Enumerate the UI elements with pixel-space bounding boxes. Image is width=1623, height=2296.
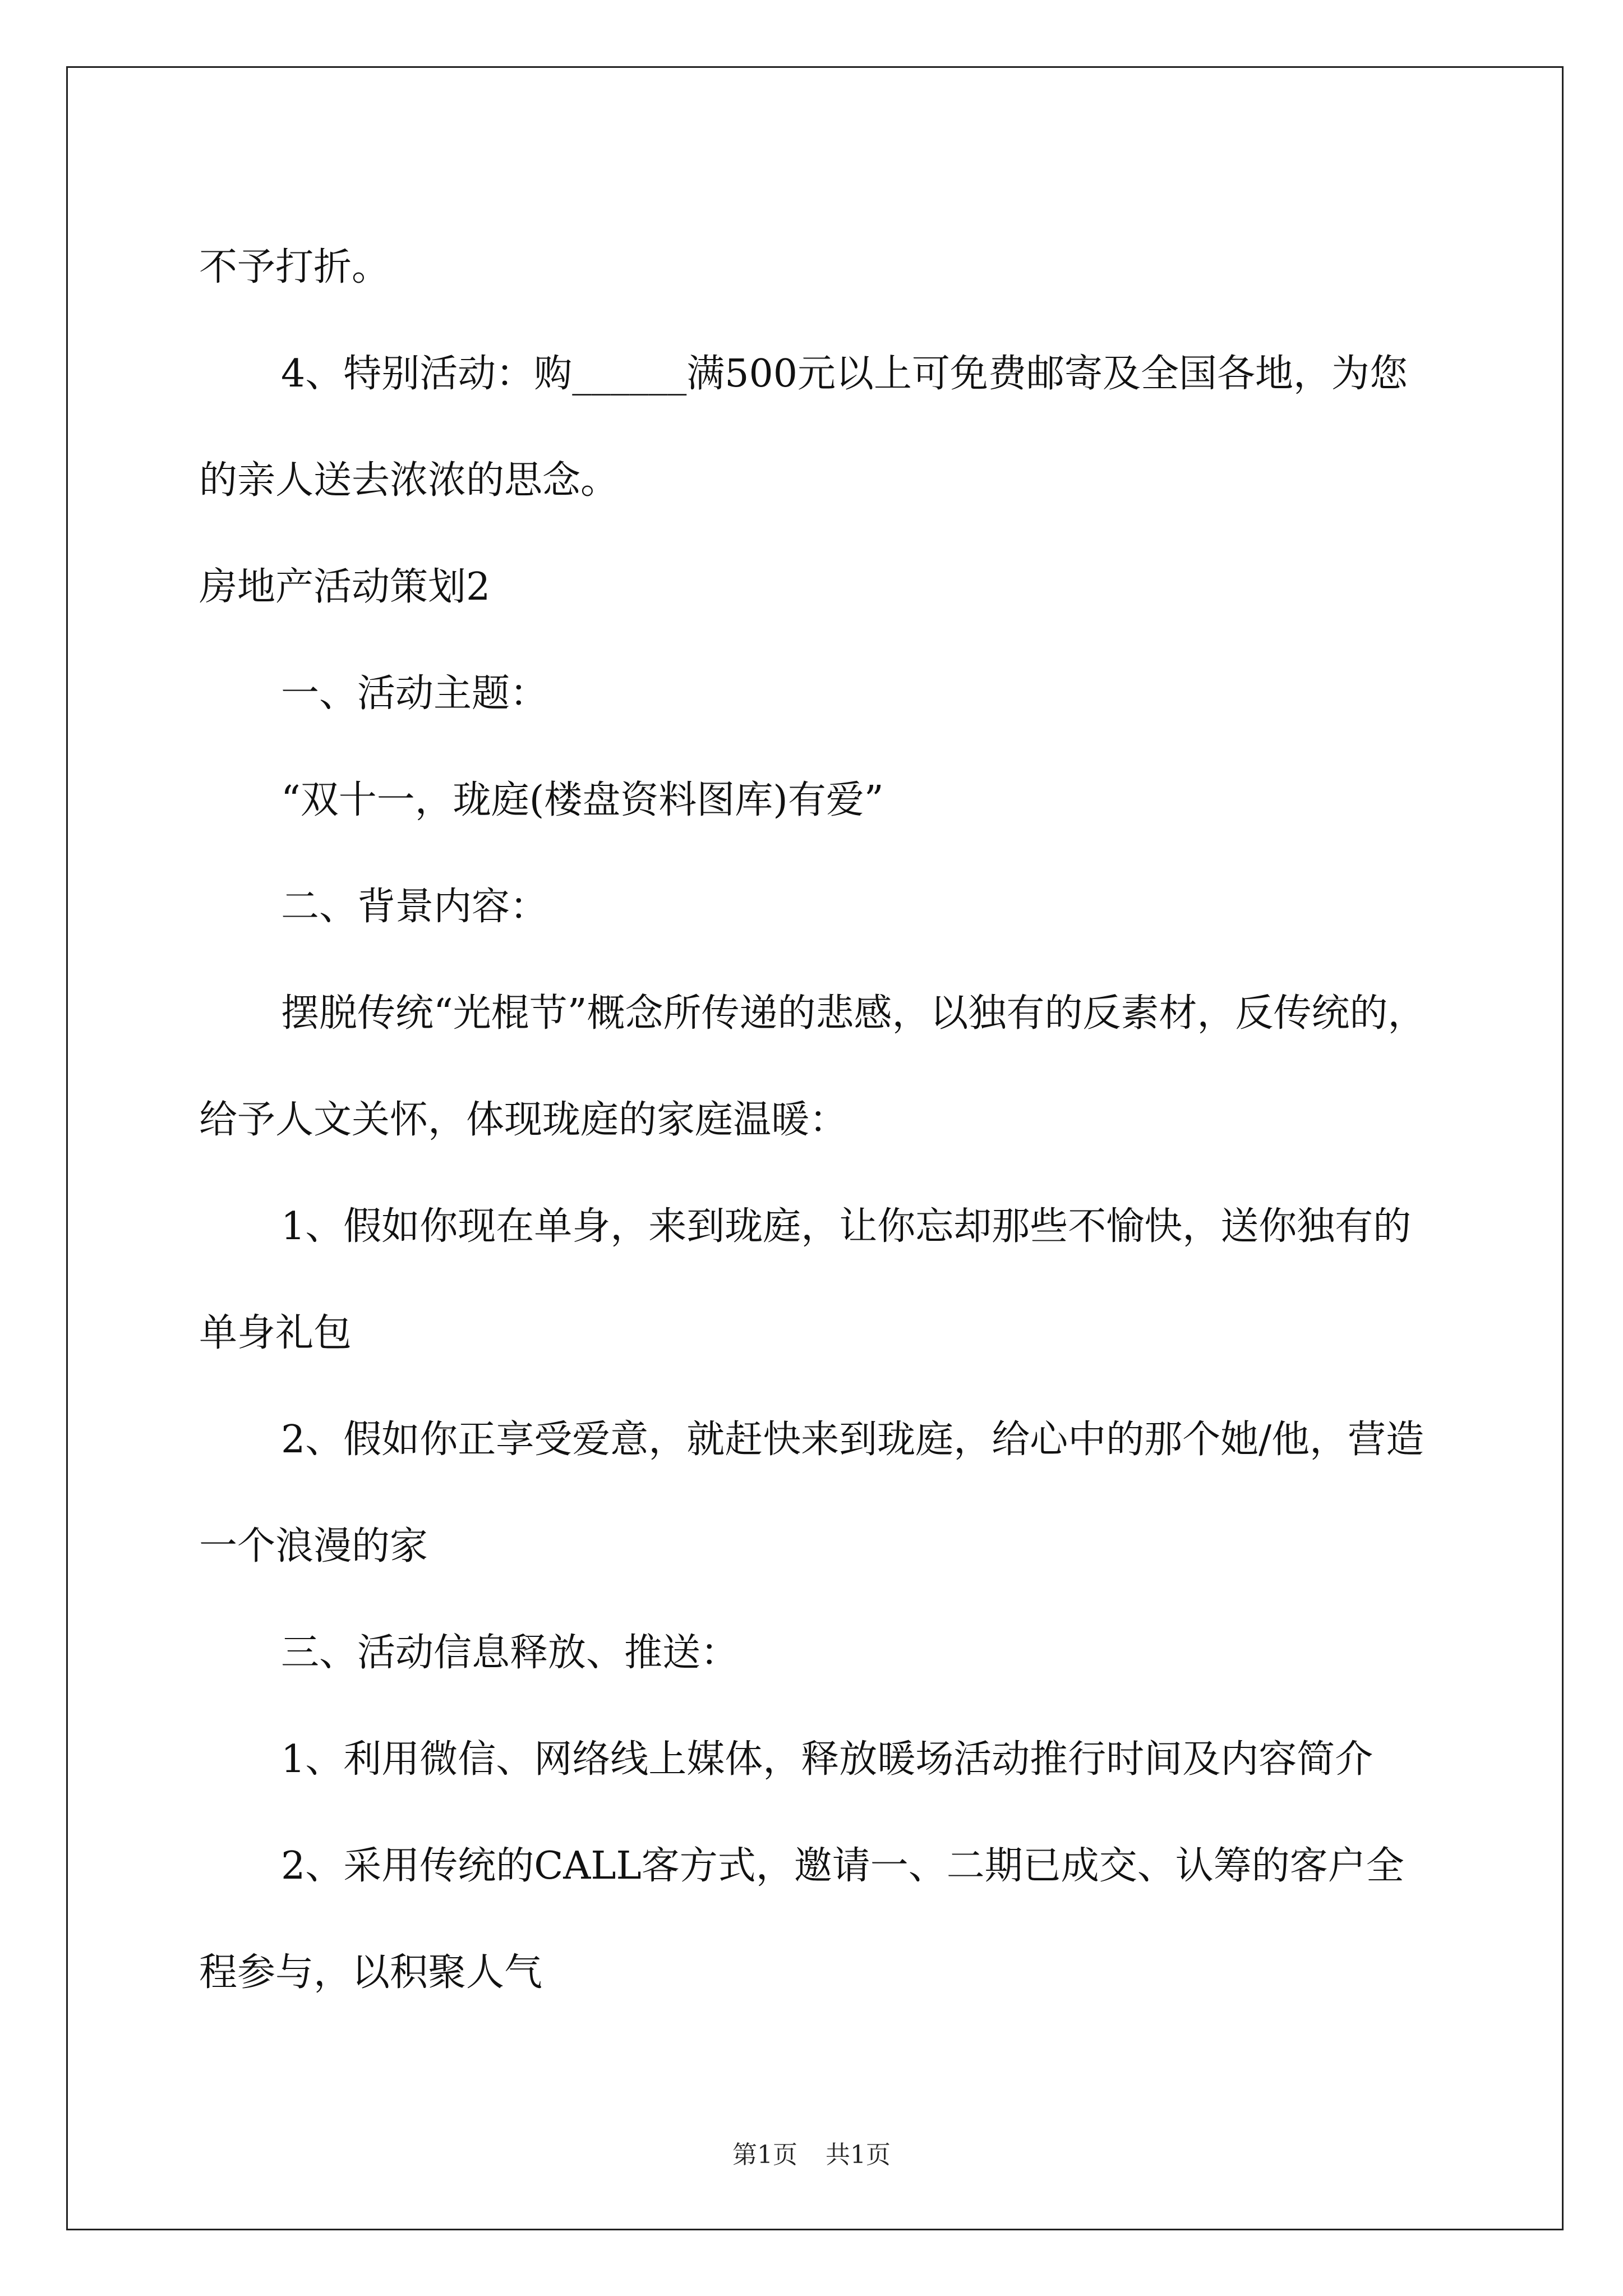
paragraph-9: 2、假如你正享受爱意，就赶快来到珑庭，给心中的那个她/他，营造一个浪漫的家 [199, 1418, 1424, 1568]
page-number-total: 共1页 [826, 2141, 891, 2169]
paragraph-11: 1、利用微信、网络线上媒体，释放暖场活动推行时间及内容简介 [281, 1737, 1373, 1782]
paragraph-10: 三、活动信息释放、推送： [281, 1631, 739, 1675]
document-body [199, 214, 1427, 2026]
paragraph-12: 2、采用传统的CALL客方式，邀请一、二期已成交、认筹的客户全程参与，以积聚人气 [199, 1844, 1404, 1995]
page-footer [0, 2134, 1623, 2170]
page-number-current: 第1页 [732, 2141, 797, 2169]
paragraph-5: “双十一，珑庭(楼盘资料图库)有爱” [281, 778, 884, 822]
paragraph-4: 一、活动主题： [281, 671, 548, 716]
paragraph-2: 4、特别活动：购______满500元以上可免费邮寄及全国各地，为您的亲人送去浓浓的思念。 [199, 352, 1408, 503]
paragraph-7: 摆脱传统“光棍节”概念所传递的悲感，以独有的反素材，反传统的，给予人文关怀，体现珑庭的家庭温暖： [199, 991, 1426, 1142]
paragraph-6: 二、背景内容： [281, 885, 548, 929]
paragraph-8: 1、假如你现在单身，来到珑庭，让你忘却那些不愉快，送你独有的单身礼包 [199, 1204, 1412, 1355]
paragraph-1: 不予打折。 [199, 245, 390, 289]
section-heading: 房地产活动策划2 [199, 565, 491, 609]
